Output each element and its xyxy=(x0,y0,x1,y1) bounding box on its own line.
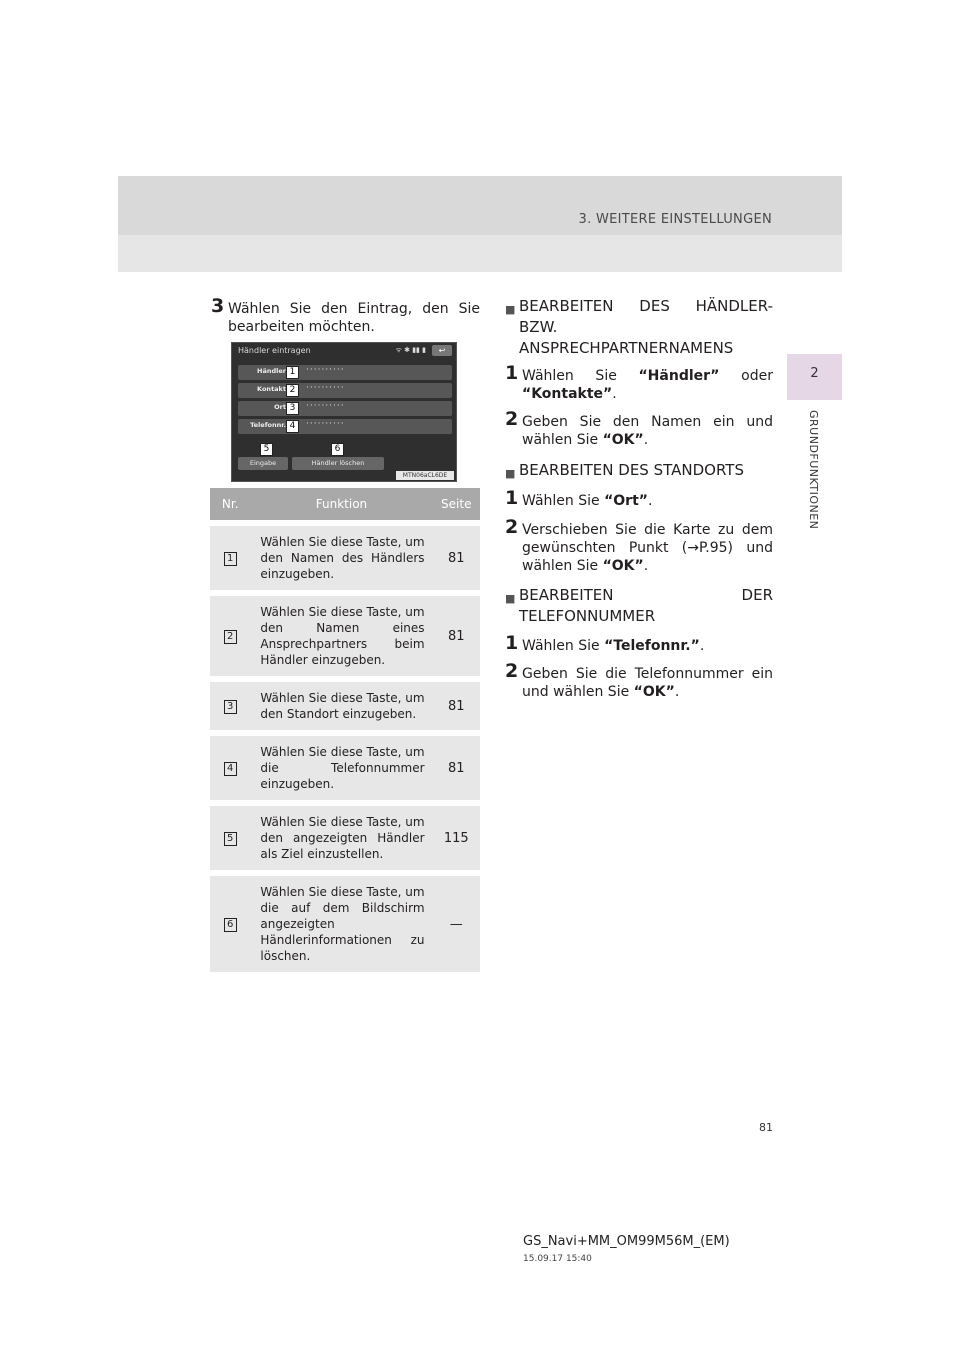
step-text: Wählen Sie “Händler” oder “Kontakte”. xyxy=(522,368,773,402)
step-number: 1 xyxy=(505,632,519,654)
section-location-edit xyxy=(505,460,773,481)
screen-row-telefonnr xyxy=(238,419,452,434)
row-page: 81 xyxy=(433,593,480,679)
step-text: Verschieben Sie die Karte zu dem gewünschten Punkt (→P.95) und wählen Sie “OK”. xyxy=(522,522,773,574)
step-number: 1 xyxy=(505,487,519,509)
section-marker: ■ xyxy=(505,467,516,480)
sec2-step-2 xyxy=(505,516,773,575)
function-table xyxy=(210,488,480,972)
screen-row-kontakt xyxy=(238,383,452,398)
table-row xyxy=(210,733,480,803)
header-function: Funktion xyxy=(250,488,432,523)
row-function: Wählen Sie diese Taste, um den Namen eines Ansprechpartners beim Händler einzugeben. xyxy=(250,593,432,679)
delete-dealer-button: Händler löschen xyxy=(292,457,384,470)
screen-row-haendler xyxy=(238,365,452,380)
step-number: 1 xyxy=(505,362,519,384)
step-number: 2 xyxy=(505,408,519,430)
table-header-row xyxy=(210,488,480,523)
row-function: Wählen Sie diese Taste, um die Telefonnummer einzugeben. xyxy=(250,733,432,803)
step-3 xyxy=(211,295,480,336)
header-page: Seite xyxy=(433,488,480,523)
row-page: 81 xyxy=(433,733,480,803)
row-page: 81 xyxy=(433,523,480,593)
sec3-step-2 xyxy=(505,660,773,701)
row-page: — xyxy=(433,873,480,972)
sec1-step-2 xyxy=(505,408,773,449)
section-phone-edit xyxy=(505,585,773,627)
step-number: 3 xyxy=(211,295,225,317)
sec2-step-1 xyxy=(505,487,773,510)
screen-illustration xyxy=(231,342,457,482)
callout-2: 2 xyxy=(286,384,299,397)
row-dots: ·········· xyxy=(306,365,345,375)
row-number: 3 xyxy=(224,700,237,714)
callout-4: 4 xyxy=(286,420,299,433)
table-row xyxy=(210,593,480,679)
section-title: BEARBEITEN DER TELEFONNUMMER xyxy=(519,586,773,625)
table-row xyxy=(210,523,480,593)
table-row xyxy=(210,873,480,972)
row-function: Wählen Sie diese Taste, um den Standort einzugeben. xyxy=(250,679,432,733)
step-number: 2 xyxy=(505,516,519,538)
callout-1: 1 xyxy=(286,366,299,379)
step-text: Wählen Sie “Ort”. xyxy=(522,493,653,509)
row-number: 4 xyxy=(224,762,237,776)
side-tab-number: 2 xyxy=(810,366,819,381)
back-icon: ↩ xyxy=(432,345,452,356)
status-icons: ᯤ ✱ ▮▮ ▮ xyxy=(395,346,426,354)
row-number: 5 xyxy=(224,832,237,846)
step-text: Wählen Sie “Telefonnr.”. xyxy=(522,638,705,654)
step-text: Wählen Sie den Eintrag, den Sie bearbeiten möchten. xyxy=(228,301,480,335)
callout-6: 6 xyxy=(331,443,344,456)
side-tab-label: GRUNDFUNKTIONEN xyxy=(807,410,820,530)
section-marker: ■ xyxy=(505,592,516,605)
row-page: 115 xyxy=(433,803,480,873)
image-code: MTN06aCL6DE xyxy=(396,471,454,480)
step-text: Geben Sie den Namen ein und wählen Sie “OK”. xyxy=(522,414,773,448)
row-dots: ·········· xyxy=(306,419,345,429)
row-page: 81 xyxy=(433,679,480,733)
screen-row-ort xyxy=(238,401,452,416)
row-number: 1 xyxy=(224,552,237,566)
row-function: Wählen Sie diese Taste, um den angezeigten Händler als Ziel einzustellen. xyxy=(250,803,432,873)
row-label: Händler xyxy=(257,367,286,375)
row-function: Wählen Sie diese Taste, um die auf dem Bildschirm angezeigten Händlerinformationen zu löschen. xyxy=(250,873,432,972)
table-row xyxy=(210,803,480,873)
header-no: Nr. xyxy=(210,488,250,523)
screen-title: Händler eintragen xyxy=(238,346,311,355)
row-dots: ·········· xyxy=(306,383,345,393)
callout-5: 5 xyxy=(260,443,273,456)
step-number: 2 xyxy=(505,660,519,682)
row-number: 2 xyxy=(224,630,237,644)
section-title: BEARBEITEN DES HÄNDLER- BZW. ANSPRECHPARTNERNAMENS xyxy=(519,297,773,357)
row-number: 6 xyxy=(224,918,237,932)
row-label: Kontakt xyxy=(257,385,286,393)
page-number: 81 xyxy=(759,1121,773,1134)
print-date: 15.09.17 15:40 xyxy=(523,1254,592,1264)
section-name-edit xyxy=(505,296,773,359)
input-button: Eingabe xyxy=(238,457,288,470)
sec1-step-1 xyxy=(505,362,773,403)
callout-3: 3 xyxy=(286,402,299,415)
row-dots: ·········· xyxy=(306,401,345,411)
row-function: Wählen Sie diese Taste, um den Namen des Händlers einzugeben. xyxy=(250,523,432,593)
chapter-title: 3. WEITERE EINSTELLUNGEN xyxy=(578,212,772,227)
sec3-step-1 xyxy=(505,632,773,655)
step-text: Geben Sie die Telefonnummer ein und wählen Sie “OK”. xyxy=(522,666,773,700)
section-marker: ■ xyxy=(505,303,516,316)
row-label: Telefonnr. xyxy=(250,421,286,429)
section-title: BEARBEITEN DES STANDORTS xyxy=(519,461,744,479)
row-label: Ort xyxy=(274,403,286,411)
table-row xyxy=(210,679,480,733)
document-code: GS_Navi+MM_OM99M56M_(EM) xyxy=(523,1234,730,1249)
